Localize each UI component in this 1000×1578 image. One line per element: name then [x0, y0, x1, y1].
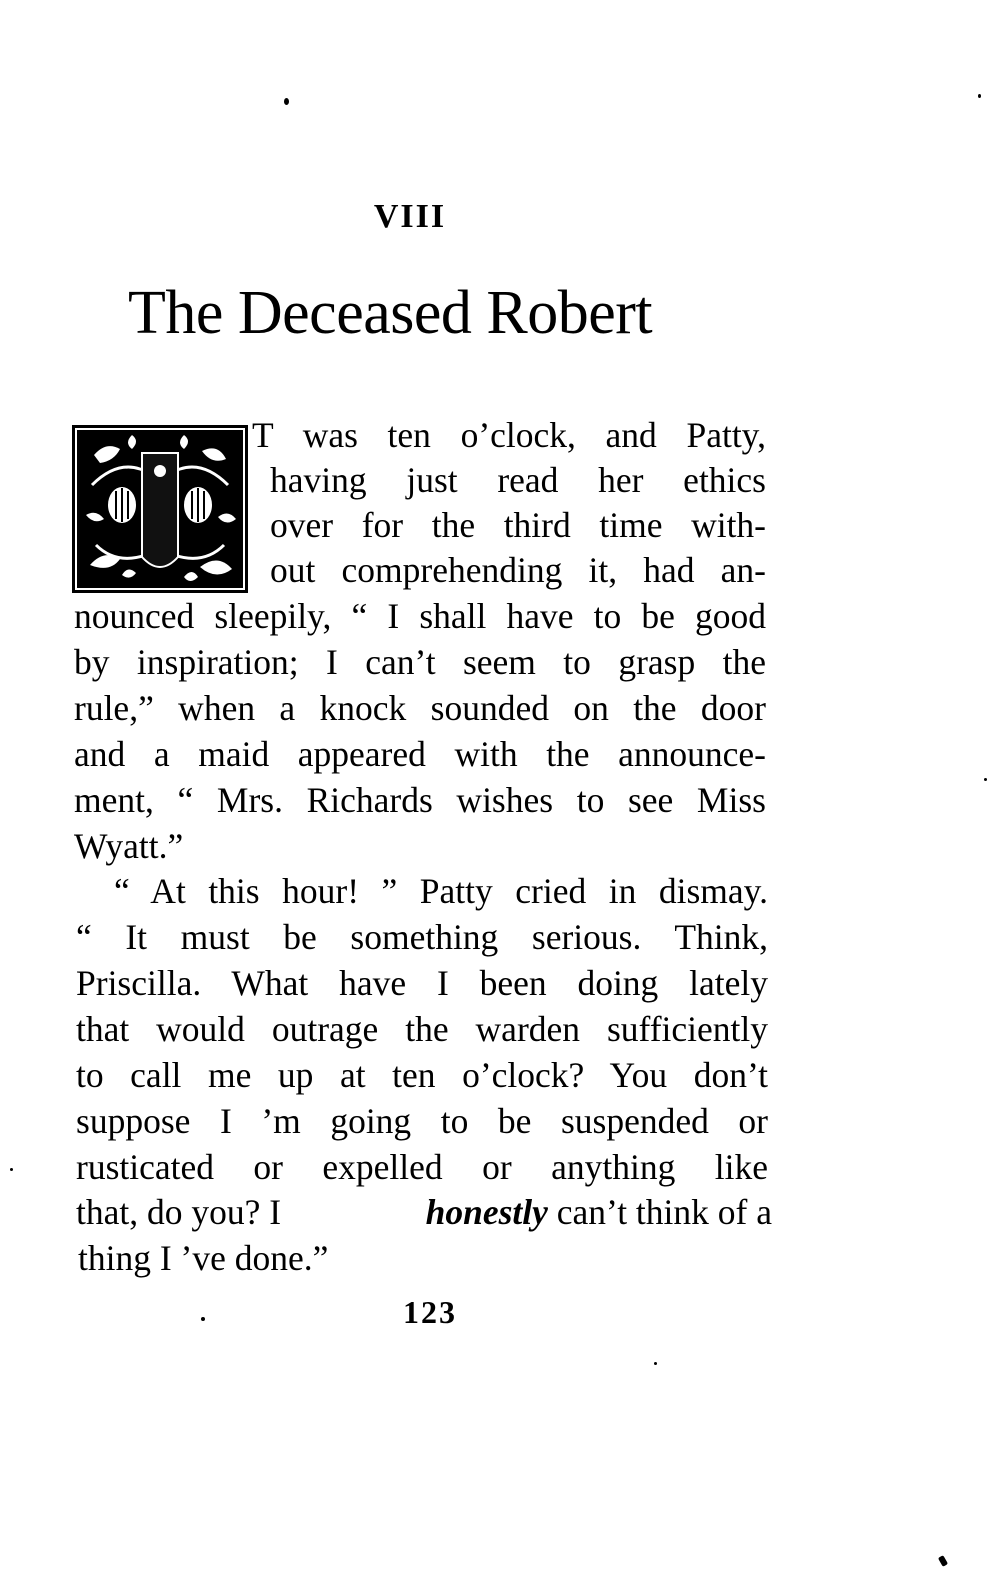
text-line: and a maid appeared with the announce-: [74, 734, 766, 774]
text-line: “ At this hour! ” Patty cried in dismay.: [114, 871, 768, 911]
ornamental-initial-i-icon: [72, 425, 248, 593]
scan-speck: [938, 1555, 948, 1567]
scan-speck: [654, 1362, 657, 1365]
text-line: nounced sleepily, “ I shall have to be good: [74, 596, 766, 636]
scan-speck: [284, 98, 289, 105]
text-line: by inspiration; I can’t seem to grasp the: [74, 642, 766, 682]
text-line: having just read her ethics: [270, 460, 766, 500]
text-line: over for the third time with-: [270, 505, 766, 545]
text-line: rule,” when a knock sounded on the door: [74, 688, 766, 728]
scan-speck: [10, 1168, 13, 1171]
text-segment: that, do you? I: [76, 1192, 282, 1232]
scan-speck: [984, 778, 987, 781]
text-line: suppose I ’m going to be suspended or: [76, 1101, 768, 1141]
text-line: ment, “ Mrs. Richards wishes to see Miss: [74, 780, 766, 820]
text-segment: [425, 1192, 772, 1232]
page-number: 123: [403, 1294, 457, 1330]
text-line: out comprehending it, had an-: [270, 550, 766, 590]
text-line: Priscilla. What have I been doing lately: [76, 963, 768, 1003]
text-line: “ It must be something serious. Think,: [76, 917, 768, 957]
text-line: [76, 1192, 772, 1232]
text-segment: can’t think of a: [547, 1192, 772, 1232]
scan-speck: [978, 94, 981, 98]
text-line: rusticated or expelled or anything like: [76, 1147, 768, 1187]
scan-speck: [201, 1317, 205, 1321]
text-line: to call me up at ten o’clock? You don’t: [76, 1055, 768, 1095]
chapter-title: The Deceased Robert: [128, 279, 653, 347]
chapter-number: VIII: [373, 198, 447, 235]
text-line: thing I ’ve done.”: [78, 1238, 329, 1278]
text-line: T was ten o’clock, and Patty,: [252, 415, 766, 455]
text-line: Wyatt.”: [74, 826, 184, 866]
text-line: that would outrage the warden sufficiently: [76, 1009, 768, 1049]
emphasis-text: honestly: [425, 1192, 548, 1232]
